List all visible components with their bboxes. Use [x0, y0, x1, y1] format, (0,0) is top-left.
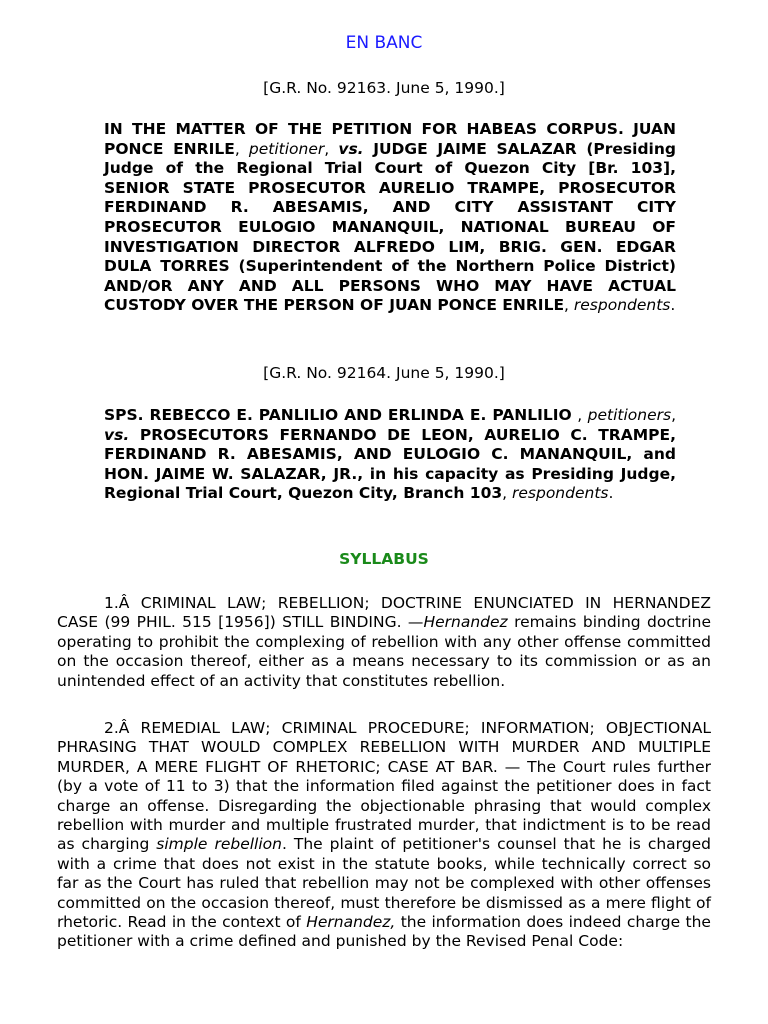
case1-gr-number: [G.R. No. 92163. June 5, 1990.]	[263, 79, 505, 97]
case2-caption: SPS. REBECCO E. PANLILIO AND ERLINDA E. PANLILIO , petitioners, vs. PROSECUTORS FERNANDO DE LEON, AURELIO C. TRAMPE, FERDINAND R. ABESAMIS, AND EULOGIO C. MANANQUIL, and HON. JAIME W. SALAZAR, JR., in his capacity as Presiding Judge, Regional Trial Court, Quezon City, Branch 103, respondents.	[104, 406, 676, 503]
division-heading: EN BANC	[345, 33, 423, 53]
syllabus-p1-rest: remains binding doctrine operating to prohibit the complexing of rebellion with any other offense committed on the occasion thereof, either as a means necessary to its commission or as an unintended effect of an activity that constitutes rebellion.	[57, 613, 711, 690]
case1-caption: IN THE MATTER OF THE PETITION FOR HABEAS CORPUS. JUAN PONCE ENRILE, petitioner, vs. JUDGE JAIME SALAZAR (Presiding Judge of the Regional Trial Court of Quezon City [Br. 103], SENIOR STATE PROSECUTOR AURELIO TRAMPE, PROSECUTOR FERDINAND R. ABESAMIS, AND CITY ASSISTANT CITY PROSECUTOR EULOGIO MANANQUIL, NATIONAL BUREAU OF INVESTIGATION DIRECTOR ALFREDO LIM, BRIG. GEN. EDGAR DULA TORRES (Superintendent of the Northern Police District) AND/OR ANY AND ALL PERSONS WHO MAY HAVE ACTUAL CUSTODY OVER THE PERSON OF JUAN PONCE ENRILE, respondents.	[104, 120, 676, 315]
syllabus-paragraph-1	[57, 594, 711, 691]
syllabus-p2-italic-2: Hernandez,	[306, 913, 396, 932]
case1-respondents-role: respondents	[573, 296, 671, 315]
case1-vs: vs.	[338, 139, 364, 158]
case1-petitioner: IN THE MATTER OF THE PETITION FOR HABEAS CORPUS. JUAN PONCE ENRILE	[104, 120, 676, 158]
syllabus-p1-italic: Hernandez	[423, 613, 508, 632]
syllabus-p2-mid: . The plaint of petitioner's counsel that he is charged with a crime that does not exist in the statute books, while technically correct so far as the Court has ruled that rebellion may not be complexed with other offenses committed on the occasion thereof, must therefore be dismissed as a mere flight of rhetoric. Read in the context of	[57, 835, 711, 932]
case2-gr-number: [G.R. No. 92164. June 5, 1990.]	[263, 364, 505, 382]
syllabus-p1-lead: 1.Â CRIMINAL LAW; REBELLION; DOCTRINE ENUNCIATED IN HERNANDEZ CASE (99 PHIL. 515 [1956]) STILL BINDING. —	[57, 594, 711, 632]
syllabus-heading: SYLLABUS	[339, 550, 429, 568]
case2-respondents-role: respondents	[512, 484, 609, 503]
case1-respondents: JUDGE JAIME SALAZAR (Presiding Judge of the Regional Trial Court of Quezon City [Br. 103], SENIOR STATE PROSECUTOR AURELIO TRAMPE, PROSECUTOR FERDINAND R. ABESAMIS, AND CITY ASSISTANT CITY PROSECUTOR EULOGIO MANANQUIL, NATIONAL BUREAU OF INVESTIGATION DIRECTOR ALFREDO LIM, BRIG. GEN. EDGAR DULA TORRES (Superintendent of the Northern Police District) AND/OR ANY AND ALL PERSONS WHO MAY HAVE ACTUAL CUSTODY OVER THE PERSON OF JUAN PONCE ENRILE	[104, 139, 676, 315]
case2-vs: vs.	[104, 425, 130, 444]
syllabus-p2-lead: 2.Â REMEDIAL LAW; CRIMINAL PROCEDURE; INFORMATION; OBJECTIONAL PHRASING THAT WOULD COMPLEX REBELLION WITH MURDER AND MULTIPLE MURDER, A MERE FLIGHT OF RHETORIC; CASE AT BAR. — The Court rules further (by a vote of 11 to 3) that the information filed against the petitioner does in fact charge an offense. Disregarding the objectionable phrasing that would complex rebellion with murder and multiple frustrated murder, that indictment is to be read as charging	[57, 719, 711, 854]
case2-respondents: PROSECUTORS FERNANDO DE LEON, AURELIO C. TRAMPE, FERDINAND R. ABESAMIS, AND EULOGIO C. MANANQUIL, and HON. JAIME W. SALAZAR, JR., in his capacity as Presiding Judge, Regional Trial Court, Quezon City, Branch 103	[104, 425, 676, 503]
case2-petitioner: SPS. REBECCO E. PANLILIO AND ERLINDA E. PANLILIO	[104, 406, 572, 424]
syllabus-paragraph-2	[57, 719, 711, 952]
syllabus-p2-italic-1: simple rebellion	[156, 835, 282, 854]
syllabus-p2-rest: the information does indeed charge the petitioner with a crime defined and punished by the Revised Penal Code:	[57, 913, 711, 951]
case2-petitioner-role: petitioners	[587, 406, 672, 424]
case1-petitioner-role: petitioner	[248, 139, 325, 158]
